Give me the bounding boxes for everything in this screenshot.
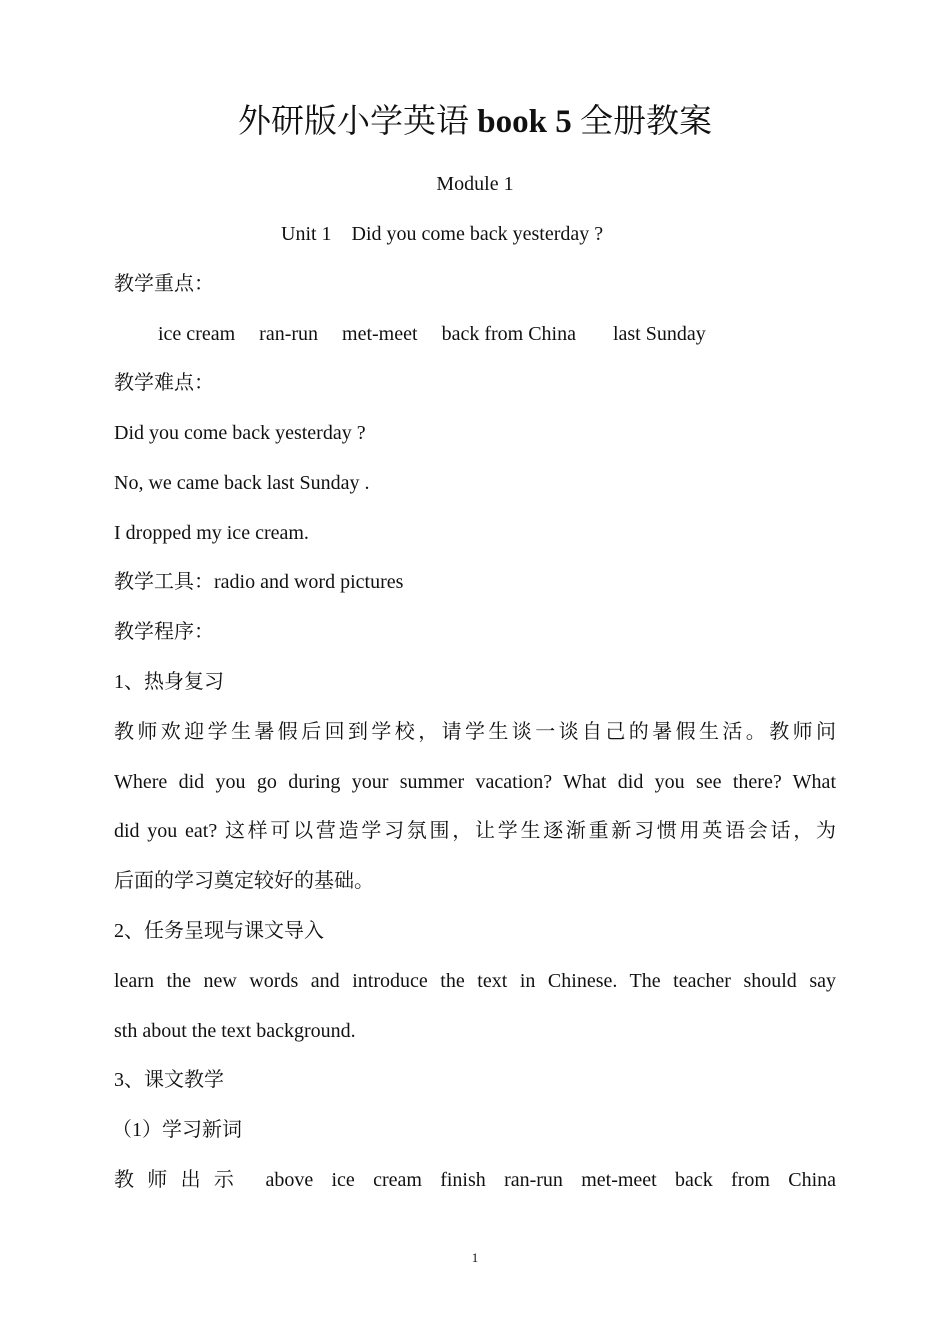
step3-words-line: 教师出示 above ice cream finish ran-run met-meet back from China <box>114 1169 836 1191</box>
step1-paragraph-line: did you eat? 这样可以营造学习氛围，让学生逐渐重新习惯用英语会话，为 <box>114 820 836 842</box>
unit-heading: Unit 1 Did you come back yesterday ? <box>281 223 604 245</box>
key-points-list <box>158 321 725 347</box>
step3-subheading: （1）学习新词 <box>112 1119 242 1141</box>
key-point: back from China <box>441 323 576 345</box>
step2-paragraph-line: learn the new words and introduce the text in Chinese. The teacher should say <box>114 970 836 992</box>
key-point: met-meet <box>342 323 418 345</box>
step1-paragraph-line: 后面的学习奠定较好的基础。 <box>114 870 374 892</box>
title-bold: book 5 <box>477 104 572 140</box>
title-suffix: 全册教案 <box>579 104 712 140</box>
title-prefix: 外研版小学英语 <box>238 104 470 140</box>
key-point: ran-run <box>259 323 319 345</box>
page-number: 1 <box>471 1250 479 1265</box>
step2-paragraph-line: sth about the text background. <box>114 1020 356 1042</box>
difficulty-line: I dropped my ice cream. <box>114 522 309 544</box>
step2-heading: 2、任务呈现与课文导入 <box>114 920 324 942</box>
module-heading: Module 1 <box>436 173 514 195</box>
difficulty-line: Did you come back yesterday ? <box>114 422 366 444</box>
step3-heading: 3、课文教学 <box>114 1069 224 1091</box>
step1-paragraph-line: Where did you go during your summer vacation? What did you see there? What <box>114 771 836 793</box>
step1-paragraph-line: 教师欢迎学生暑假后回到学校，请学生谈一谈自己的暑假生活。教师问 <box>114 721 836 743</box>
difficulty-line: No, we came back last Sunday . <box>114 472 370 494</box>
document-title <box>0 100 950 144</box>
procedure-heading: 教学程序： <box>114 621 214 643</box>
key-point: last Sunday <box>612 323 706 345</box>
key-points-heading: 教学重点： <box>114 273 214 295</box>
step1-heading: 1、热身复习 <box>114 671 224 693</box>
difficulties-heading: 教学难点： <box>114 372 214 394</box>
key-point: ice cream <box>158 323 236 345</box>
tools-line: 教学工具：radio and word pictures <box>114 571 404 593</box>
